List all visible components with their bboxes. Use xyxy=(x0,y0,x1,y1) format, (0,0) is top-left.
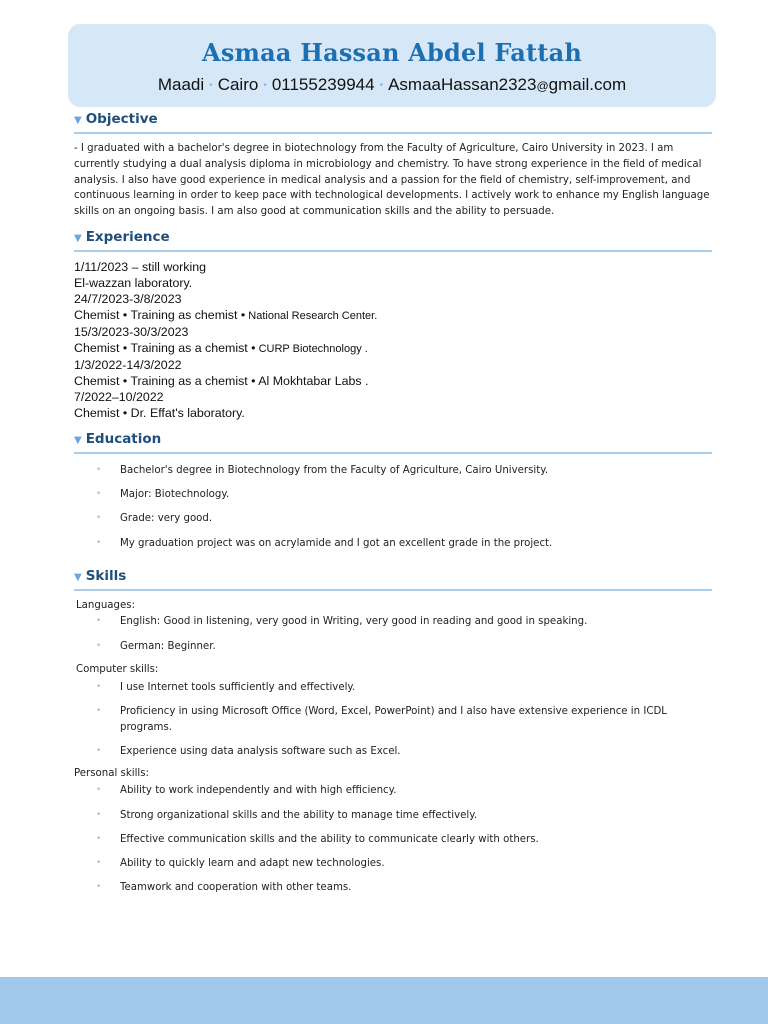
experience-line: El-wazzan laboratory. xyxy=(74,276,193,290)
bullet-dot-icon: • xyxy=(96,858,102,868)
bullet-dot-icon: • xyxy=(96,489,102,499)
experience-line: 15/3/2023-30/3/2023 xyxy=(74,325,189,339)
separator-dot-icon: • xyxy=(263,79,267,91)
bullet-dot-icon: • xyxy=(96,538,102,548)
experience-line: Chemist • Training as chemist • National Research Center. xyxy=(74,308,378,322)
experience-line: Chemist • Training as a chemist • CURP Biotechnology . xyxy=(74,341,368,355)
triangle-down-icon: ▼ xyxy=(74,233,82,244)
objective-text: - I graduated with a bachelor's degree in biotechnology from the Faculty of Agriculture, Cairo University in 2023. I am currently studying a dual analysis diploma in microbiology and chemistry. To have strong experience in the field of medical analysis. I also have good experience in medical analysis and a passion for the field of chemistry, self-improvement, and continuous learning in order to keep pace with technological developments. I actively work to enhance my English language skills on an ongoing basis. I am also good at communication skills and the ability to persuade. xyxy=(74,143,710,218)
separator-dot-icon: • xyxy=(209,79,213,91)
languages-label: Languages: xyxy=(76,600,136,611)
section-title-education: ▼ Education xyxy=(74,430,712,454)
bullet-dot-icon: • xyxy=(96,810,102,820)
separator-dot-icon: • xyxy=(379,79,384,91)
bullet-dot-icon: • xyxy=(96,746,102,756)
section-title-objective: ▼ Objective xyxy=(74,110,712,134)
section-title-skills: ▼ Skills xyxy=(74,567,712,591)
candidate-name: Asmaa Hassan Abdel Fattah xyxy=(202,38,582,67)
triangle-down-icon: ▼ xyxy=(74,572,82,583)
experience-line: 7/2022–10/2022 xyxy=(74,390,164,404)
triangle-down-icon: ▼ xyxy=(74,435,82,446)
section-title-experience: ▼ Experience xyxy=(74,228,712,252)
header-card xyxy=(68,24,716,107)
bullet-dot-icon: • xyxy=(96,706,102,716)
triangle-down-icon: ▼ xyxy=(74,115,82,126)
contact-email: AsmaaHassan2323@gmail.com xyxy=(388,75,627,94)
experience-line: 24/7/2023-3/8/2023 xyxy=(74,292,182,306)
personal-skills-label: Personal skills: xyxy=(74,768,149,779)
computer-skills-label: Computer skills: xyxy=(76,664,159,675)
bullet-dot-icon: • xyxy=(96,513,102,523)
experience-line: Chemist • Training as a chemist • Al Mokhtabar Labs . xyxy=(74,374,369,388)
experience-line: 1/3/2022-14/3/2022 xyxy=(74,358,182,372)
bullet-dot-icon: • xyxy=(96,641,102,651)
experience-line: Chemist • Dr. Effat's laboratory. xyxy=(74,406,245,420)
bullet-dot-icon: • xyxy=(96,682,102,692)
bullet-dot-icon: • xyxy=(96,834,102,844)
contact-phone: 01155239944 xyxy=(271,75,375,94)
bullet-dot-icon: • xyxy=(96,882,102,892)
bullet-dot-icon: • xyxy=(96,616,102,626)
contact-city: Cairo xyxy=(217,75,259,94)
contact-district: Maadi xyxy=(157,75,205,94)
experience-line: 1/11/2023 – still working xyxy=(74,260,207,274)
bullet-dot-icon: • xyxy=(96,465,102,475)
bullet-dot-icon: • xyxy=(96,785,102,795)
contact-line xyxy=(68,74,716,97)
footer-bar xyxy=(0,977,768,1024)
